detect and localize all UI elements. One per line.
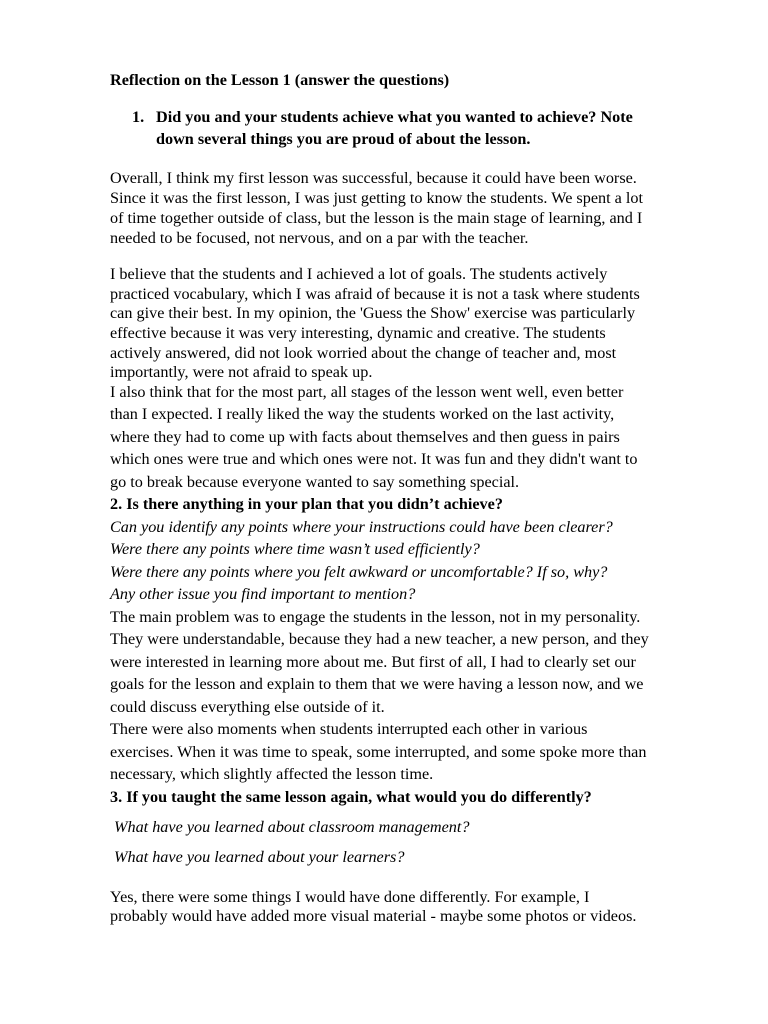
paragraph-line: practiced vocabulary, which I was afraid of because it is not a task where students: [110, 285, 640, 303]
paragraph-line: could discuss everything else outside of it.: [110, 698, 385, 716]
question-2-prompt: Were there any points where you felt awkward or uncomfortable? If so, why?: [110, 563, 608, 581]
question-3-prompt: What have you learned about classroom management?: [114, 818, 470, 836]
paragraph-line: effective because it was very interesting, dynamic and creative. The students: [110, 324, 606, 342]
paragraph-line: exercises. When it was time to speak, some interrupted, and some spoke more than: [110, 743, 647, 761]
document-title: Reflection on the Lesson 1 (answer the questions): [110, 71, 450, 89]
question-1-line: Did you and your students achieve what you wanted to achieve? Note: [156, 108, 633, 126]
paragraph-line: Since it was the first lesson, I was just getting to know the students. We spent a lot: [110, 189, 643, 207]
paragraph-line: I believe that the students and I achieved a lot of goals. The students actively: [110, 265, 608, 283]
question-2-prompt: Can you identify any points where your instructions could have been clearer?: [110, 518, 613, 536]
paragraph-line: I also think that for the most part, all stages of the lesson went well, even better: [110, 383, 624, 401]
question-2-prompt: Were there any points where time wasn’t used efficiently?: [110, 540, 480, 558]
paragraph-line: Overall, I think my first lesson was successful, because it could have been worse.: [110, 169, 637, 187]
paragraph-line: needed to be focused, not nervous, and on a par with the teacher.: [110, 229, 529, 247]
question-2-prompt: Any other issue you find important to mention?: [110, 585, 416, 603]
question-2-heading: 2. Is there anything in your plan that you didn’t achieve?: [110, 495, 503, 513]
question-1-number: 1.: [132, 108, 145, 126]
paragraph-line: than I expected. I really liked the way the students worked on the last activity,: [110, 405, 615, 423]
paragraph-line: actively answered, did not look worried about the change of teacher and, most: [110, 344, 617, 362]
question-3-prompt: What have you learned about your learners?: [114, 848, 405, 866]
paragraph-line: can give their best. In my opinion, the 'Guess the Show' exercise was particularly: [110, 304, 636, 322]
question-3-heading: 3. If you taught the same lesson again, what would you do differently?: [110, 788, 592, 806]
paragraph-line: where they had to come up with facts about themselves and then guess in pairs: [110, 428, 620, 446]
question-1-line: down several things you are proud of about the lesson.: [156, 130, 531, 148]
paragraph-line: probably would have added more visual material - maybe some photos or videos.: [110, 907, 637, 925]
paragraph-line: Yes, there were some things I would have done differently. For example, I: [110, 888, 590, 906]
paragraph-line: There were also moments when students interrupted each other in various: [110, 720, 588, 738]
paragraph-line: importantly, were not afraid to speak up.: [110, 363, 373, 381]
paragraph-line: They were understandable, because they had a new teacher, a new person, and they: [110, 630, 649, 648]
paragraph-line: go to break because everyone wanted to say something special.: [110, 473, 520, 491]
paragraph-line: of time together outside of class, but the lesson is the main stage of learning, and I: [110, 209, 643, 227]
paragraph-line: were interested in learning more about me. But first of all, I had to clearly set our: [110, 653, 636, 671]
paragraph-line: which ones were true and which ones were not. It was fun and they didn't want to: [110, 450, 638, 468]
paragraph-line: The main problem was to engage the students in the lesson, not in my personality.: [110, 608, 641, 626]
paragraph-line: necessary, which slightly affected the lesson time.: [110, 765, 434, 783]
paragraph-line: goals for the lesson and explain to them that we were having a lesson now, and we: [110, 675, 644, 693]
